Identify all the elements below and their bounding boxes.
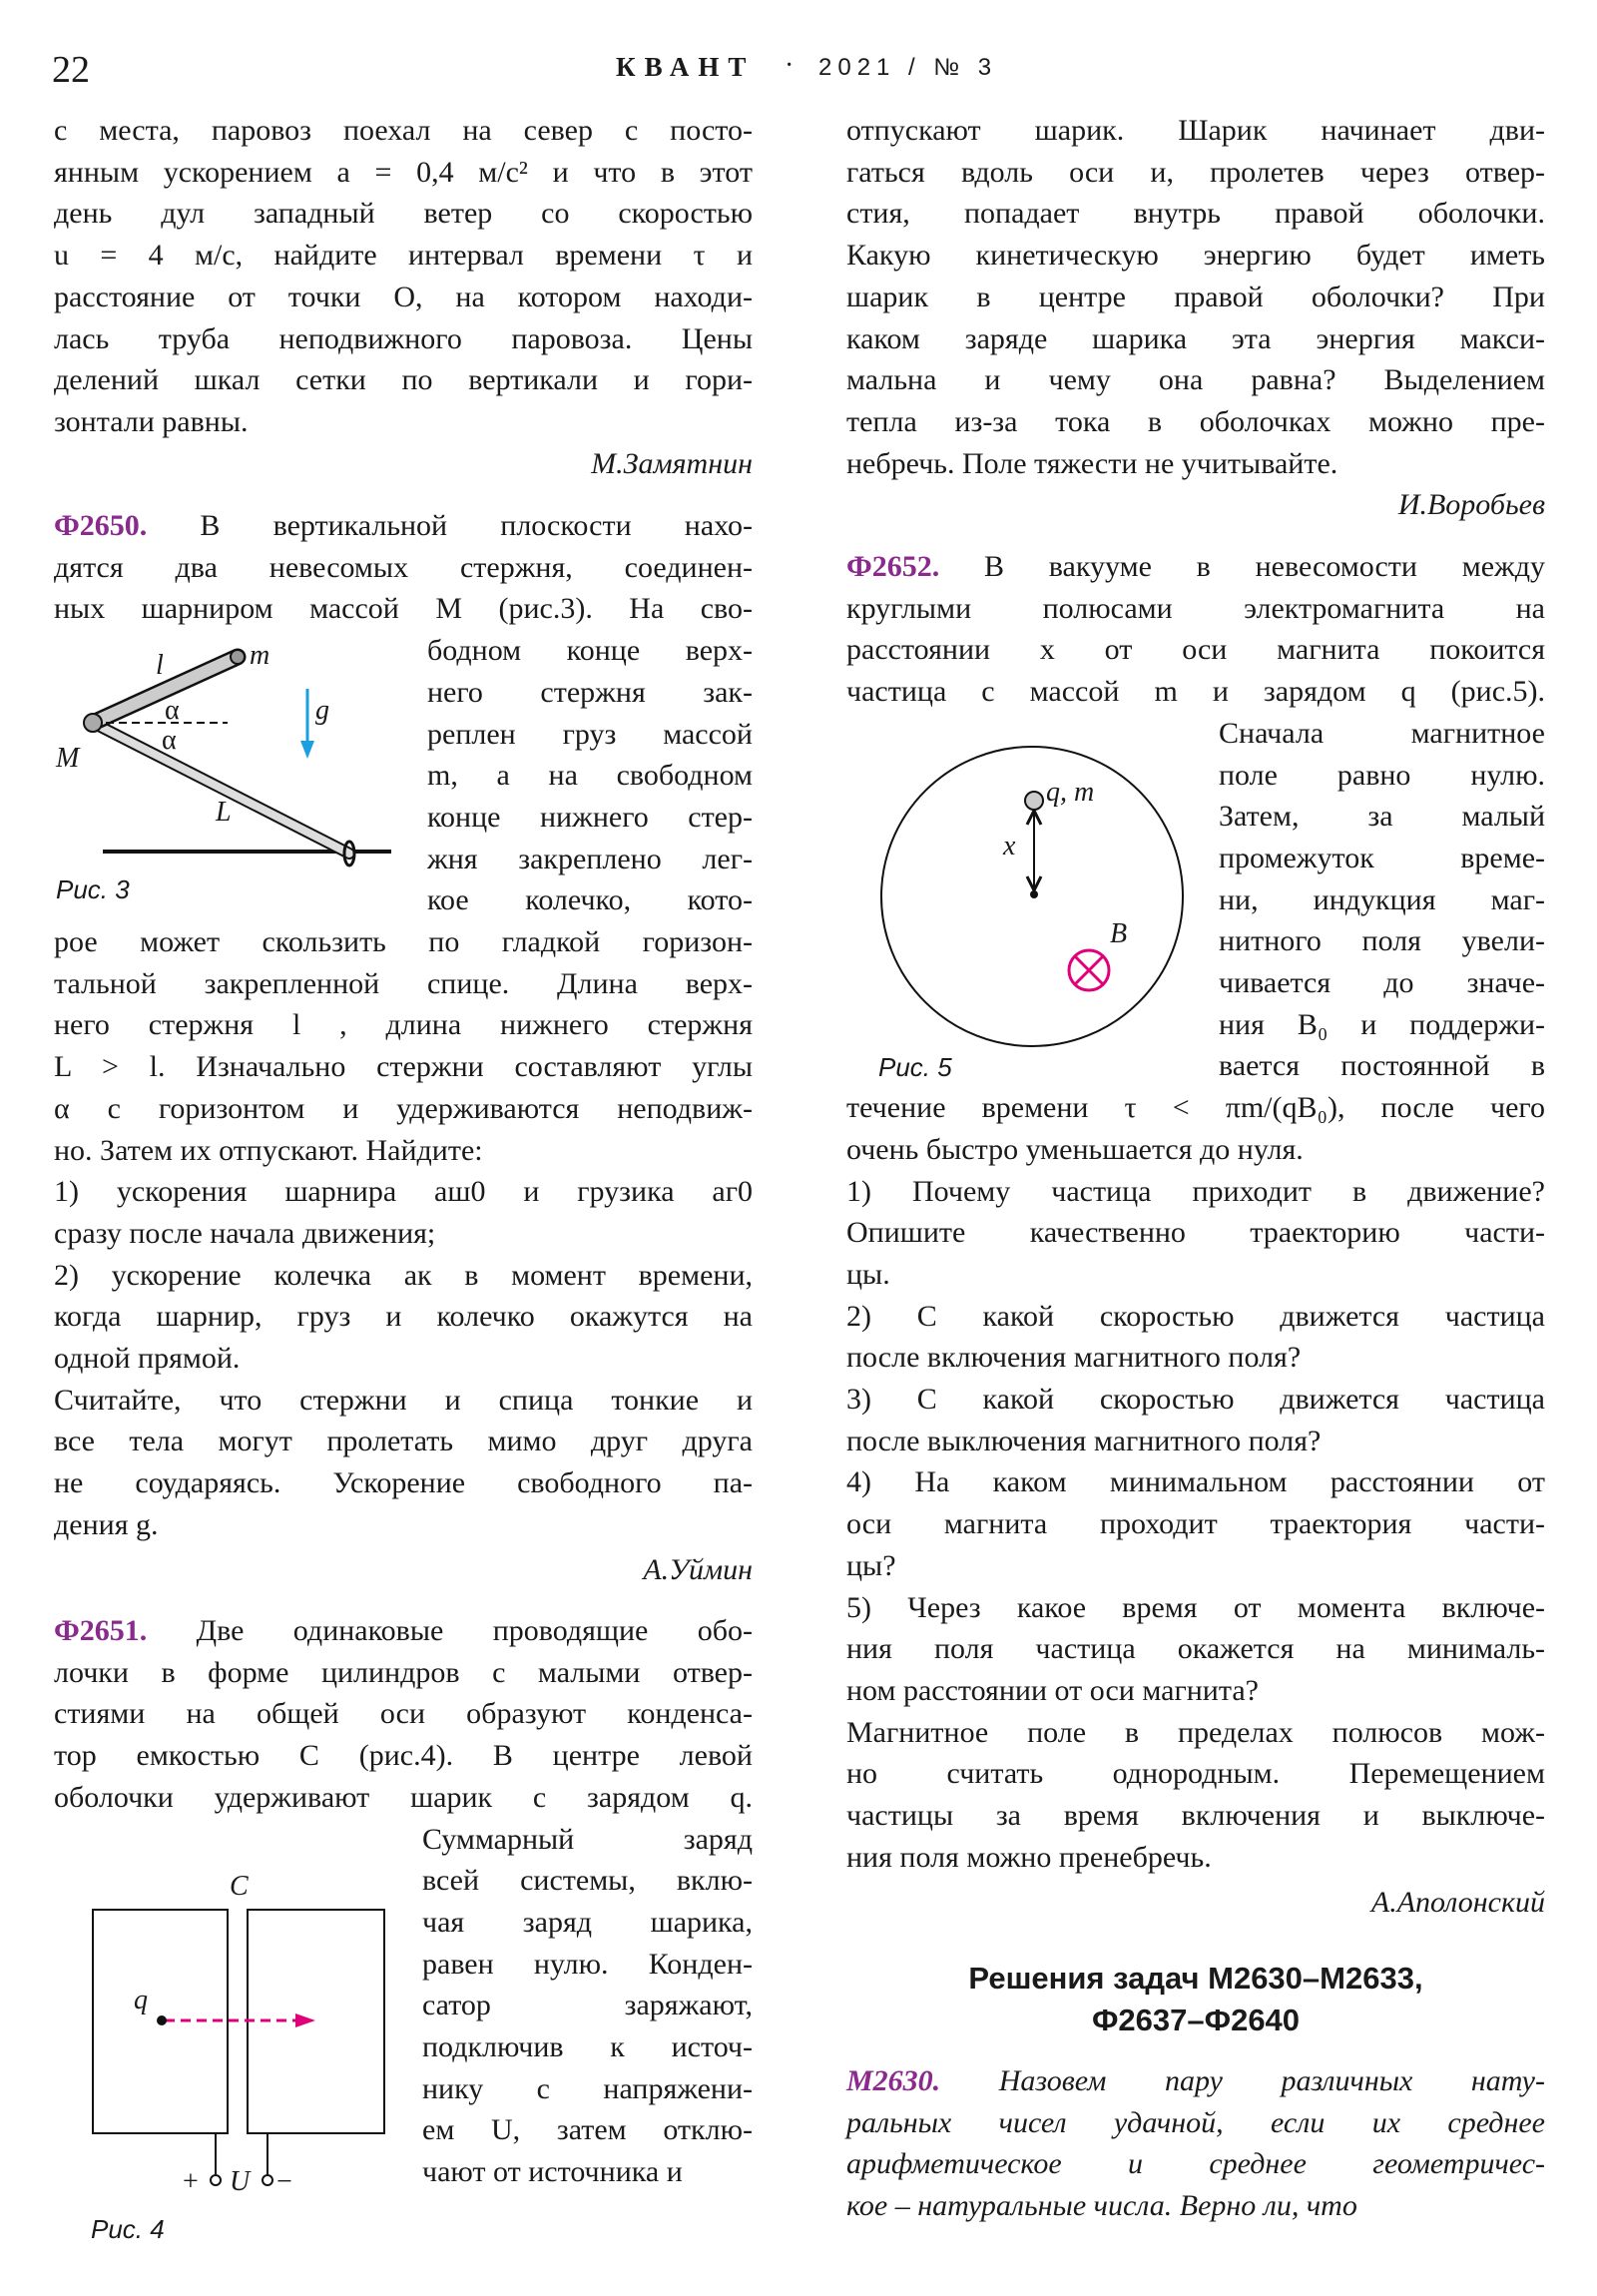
page-number: 22 <box>52 49 90 91</box>
text-line: течение времени τ < πm/(qB₀), после чего <box>846 1091 1545 1125</box>
text-line: рое может скользить по гладкой горизон- <box>54 925 753 958</box>
text-line: нитного поля увели- <box>1219 924 1545 958</box>
author-apolonsky: А.Аполонский <box>1370 1886 1545 1919</box>
text-line: цы? <box>846 1548 896 1582</box>
text-line: равен нулю. Конден- <box>422 1947 753 1981</box>
text-line: сатор заряжают, <box>422 1989 753 2022</box>
text-line: гаться вдоль оси и, пролетев через отвер- <box>846 155 1545 189</box>
text-line: него стержня l , длина нижнего стержня <box>54 1008 753 1042</box>
author-uymin: А.Уймин <box>643 1553 753 1586</box>
text-line-content: В вертикальной плоскости нахо- <box>147 509 753 542</box>
text-line: лочки в форме цилиндров с малыми отвер- <box>54 1655 753 1689</box>
text-line: чая заряд шарика, <box>422 1905 753 1939</box>
text-line: тальной закрепленной спице. Длина верх- <box>54 966 753 1000</box>
text-line: ния поля частица окажется на минималь- <box>846 1632 1545 1666</box>
text-line: сразу после начала движения; <box>54 1216 436 1250</box>
text-line: подключив к источ- <box>422 2030 753 2063</box>
text-line: зонтали равны. <box>54 404 249 438</box>
text-line: u = 4 м/с, найдите интервал времени τ и <box>54 239 753 273</box>
text-line: вается постоянной в <box>1219 1049 1545 1083</box>
text-line: всей системы, вклю- <box>422 1864 753 1898</box>
text-line: день дул западный ветер со скоростью <box>54 197 753 231</box>
text-line: после включения магнитного поля? <box>846 1341 1302 1375</box>
text-line: бодном конце верх- <box>427 634 753 668</box>
problem-label: Ф2652. <box>846 550 940 583</box>
text-line-content: Назовем пару различных нату- <box>940 2064 1545 2097</box>
text-line: мальна и чему она равна? Выделением <box>846 363 1545 397</box>
figure-4-caption: Рис. 4 <box>91 2214 165 2244</box>
text-line: 4) На каком минимальном расстоянии от <box>846 1465 1545 1499</box>
text-line: круглыми полюсами электромагнита на <box>846 591 1545 625</box>
text-line: ния B₀ и поддержи- <box>1219 1007 1545 1041</box>
label-minus: − <box>276 2166 292 2197</box>
text-line: конце нижнего стер- <box>427 800 753 834</box>
text-line: расстояние от точки O, на котором находи- <box>54 280 753 313</box>
text-line: ния поля можно пренебречь. <box>846 1840 1212 1874</box>
label-lower-rod: L <box>216 797 232 828</box>
text-line: частицы за время включения и выключе- <box>846 1799 1545 1832</box>
text-line: стиями на общей оси образуют конденса- <box>54 1697 753 1731</box>
text-line: тепла из-за тока в оболочках можно пре- <box>846 404 1545 438</box>
text-line: Суммарный заряд <box>422 1822 753 1856</box>
text-line: шарик в центре правой оболочки? При <box>846 280 1545 313</box>
text-line: дения g. <box>54 1507 159 1541</box>
label-load: m <box>250 640 270 671</box>
text-line: оболочки удерживают шарик с зарядом q. <box>54 1780 753 1814</box>
text-line: с места, паровоз поехал на север с посто- <box>54 114 753 147</box>
text-line: арифметическое и среднее геометричес- <box>846 2147 1545 2181</box>
label-angle-lower: α <box>162 725 177 756</box>
text-line: цы. <box>846 1257 890 1291</box>
text-line: Опишите качественно траекторию части- <box>846 1216 1545 1250</box>
text-line: кое колечко, кото- <box>427 883 753 917</box>
text-line: янным ускорением a = 0,4 м/с² и что в этот <box>54 155 753 189</box>
label-upper-rod: l <box>156 650 164 681</box>
text-line: реплен груз массой <box>427 717 753 751</box>
label-field: B <box>1110 918 1128 949</box>
text-line: оси магнита проходит траектория части- <box>846 1507 1545 1541</box>
text-line-content: В вакууме в невесомости между <box>939 550 1545 583</box>
figure-5-caption: Рис. 5 <box>878 1052 952 1082</box>
text-line: чают от источника и <box>422 2155 683 2189</box>
text-line: m, а на свободном <box>427 759 753 793</box>
text-line: него стержня зак- <box>427 675 753 709</box>
problem-label: М2630. <box>846 2064 941 2097</box>
text-line: ных шарниром массой M (рис.3). На сво- <box>54 592 753 626</box>
text-line: нику с напряжени- <box>422 2071 753 2105</box>
text-line: когда шарнир, груз и колечко окажутся на <box>54 1300 753 1334</box>
text-line: кое – натуральные числа. Верно ли, что <box>846 2189 1357 2223</box>
magnet-axis <box>1030 890 1038 898</box>
solutions-heading-line: Решения задач М2630–М2633, <box>968 1961 1423 1996</box>
particle <box>1025 792 1043 810</box>
text-line: Затем, за малый <box>1219 800 1545 834</box>
text-line: Какую кинетическую энергию будет иметь <box>846 239 1545 273</box>
text-line: 2) ускорение колечка aк в момент времени, <box>54 1258 753 1292</box>
header-separator: · <box>785 50 795 81</box>
text-line: но считать однородным. Перемещением <box>846 1757 1545 1791</box>
text-line: небречь. Поле тяжести не учитывайте. <box>846 446 1338 480</box>
text-line-content: Две одинаковые проводящие обо- <box>147 1614 753 1647</box>
text-line: но. Затем их отпускают. Найдите: <box>54 1133 483 1167</box>
text-line: стия, попадает внутрь правой оболочки. <box>846 197 1545 231</box>
text-line: одной прямой. <box>54 1342 241 1375</box>
text-line: Считайте, что стержни и спица тонкие и <box>54 1383 753 1417</box>
text-line: 1) Почему частица приходит в движение? <box>846 1174 1545 1208</box>
text-line: чивается до значе- <box>1219 966 1545 999</box>
journal-title: КВАНТ <box>616 52 756 82</box>
author-zamyatnin: М.Замятнин <box>591 447 753 480</box>
solutions-heading-line: Ф2637–Ф2640 <box>1091 2003 1301 2037</box>
text-line: промежуток време- <box>1219 841 1545 874</box>
text-line: делений шкал сетки по вертикали и гори- <box>54 363 753 397</box>
author-vorobyev: И.Воробьев <box>1397 488 1545 521</box>
text-line: ральных чисел удачной, если их среднее <box>846 2105 1545 2139</box>
label-voltage: U <box>230 2166 251 2197</box>
text-line: Сначала магнитное <box>1219 716 1545 750</box>
text-line: все тела могут пролетать мимо друг друга <box>54 1425 753 1458</box>
text-line: очень быстро уменьшается до нуля. <box>846 1132 1304 1166</box>
figure-3-caption: Рис. 3 <box>56 874 130 904</box>
text-line: Магнитное поле в пределах полюсов мож- <box>846 1715 1545 1749</box>
label-capacitance: C <box>230 1871 249 1902</box>
problem-label: Ф2650. <box>54 509 148 542</box>
text-line: 5) Через какое время от момента включе- <box>846 1590 1545 1624</box>
text-line: лась труба неподвижного паровоза. Цены <box>54 321 753 355</box>
label-distance: x <box>1003 831 1016 861</box>
text-line: тор емкостью C (рис.4). В центре левой <box>54 1739 753 1773</box>
text-line: поле равно нулю. <box>1219 758 1545 792</box>
text-line: каком заряде шарика эта энергия макси- <box>846 321 1545 355</box>
text-line: отпускают шарик. Шарик начинает дви- <box>846 114 1545 147</box>
text-line: α с горизонтом и удерживаются неподвиж- <box>54 1091 753 1125</box>
text-line: после выключения магнитного поля? <box>846 1424 1322 1457</box>
label-plus: + <box>183 2166 199 2197</box>
text-line: L > l. Изначально стержни составляют углы <box>54 1050 753 1084</box>
text-line: расстоянии x от оси магнита покоится <box>846 633 1545 667</box>
text-line: ном расстоянии от оси магнита? <box>846 1673 1259 1707</box>
label-hinge: M <box>56 743 80 774</box>
text-line: не соударяясь. Ускорение свободного па- <box>54 1466 753 1500</box>
label-gravity: g <box>315 695 329 726</box>
text-line: ем U, затем отклю- <box>422 2113 753 2147</box>
text-line: ни, индукция маг- <box>1219 882 1545 916</box>
label-particle: q, m <box>1046 777 1095 808</box>
issue-number: 2021 / № 3 <box>818 54 998 81</box>
text-line: дятся два невесомых стержня, соединен- <box>54 550 753 584</box>
text-line: 1) ускорения шарнира aш0 и грузика aг0 <box>54 1175 753 1209</box>
label-angle-upper: α <box>165 695 180 726</box>
text-line: 3) С какой скоростью движется частица <box>846 1383 1545 1416</box>
problem-label: Ф2651. <box>54 1614 148 1647</box>
label-charge: q <box>134 1985 148 2015</box>
text-line: частица с массой m и зарядом q (рис.5). <box>846 675 1545 709</box>
text-line: жня закреплено лег- <box>427 842 753 875</box>
text-line: 2) С какой скоростью движется частица <box>846 1299 1545 1333</box>
